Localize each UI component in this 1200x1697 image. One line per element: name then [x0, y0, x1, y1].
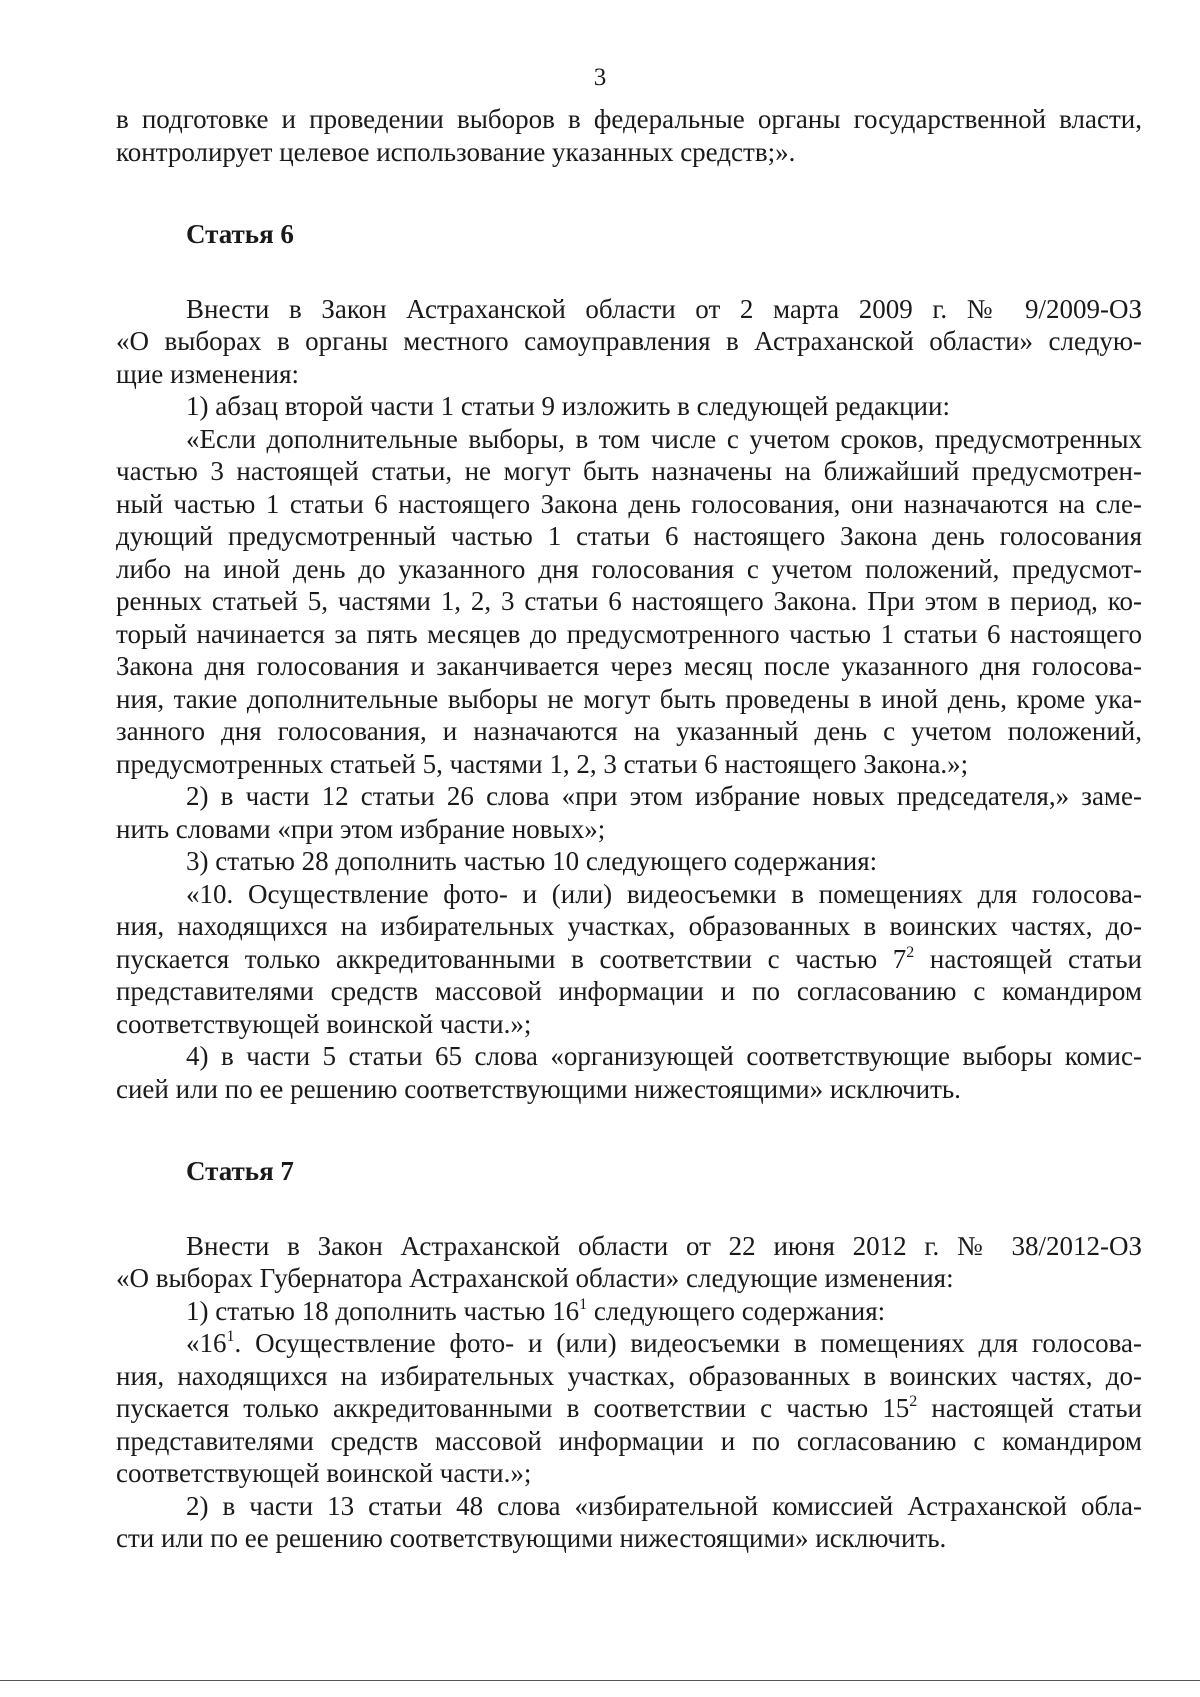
- article-6-item-1-quote-line: дующий предусмотренный частью 1 статьи 6 настоящего Закона день голосования: [116, 521, 1142, 551]
- article-6-item-1-quote-line: торый начинается за пять месяцев до предусмотренного частью 1 статьи 6 настоящего: [116, 618, 1142, 649]
- quote-text: «16: [186, 1328, 227, 1358]
- article-7-item-1-quote-line-3: [116, 1392, 1142, 1425]
- article-7-item-2-line-1: 2) в части 13 статьи 48 слова «избирательной комиссией Астраханской обла-: [186, 1490, 1142, 1521]
- quote-text: настоящей статьи: [917, 1393, 1142, 1423]
- article-7-item-2-line-2: сти или по ее решению соответствующими нижестоящими» исключить.: [116, 1523, 947, 1553]
- quote-text: настоящей статьи: [914, 943, 1142, 974]
- article-6-item-1-quote-line: либо на иной день до указанного дня голосования с учетом положений, предусмот-: [116, 553, 1142, 584]
- article-6-item-1-quote-line: предусмотренных статьей 5, частями 1, 2, 3 статьи 6 настоящего Закона.»;: [116, 748, 969, 779]
- article-6-lead-line-1: Внести в Закон Астраханской области от 2 марта 2009 г. № 9/2009-ОЗ: [186, 293, 1142, 324]
- article-6-item-1-quote-line: ния, такие дополнительные выборы не могут быть проведены в иной день, кроме ука-: [116, 683, 1142, 714]
- superscript: 1: [226, 1328, 235, 1345]
- quote-text: пускается только аккредитованными в соответствии с частью 15: [116, 1393, 910, 1423]
- article-7-item-1-quote-line-4: представителями средств массовой информации и по согласованию с командиром: [116, 1425, 1142, 1456]
- article-6-item-3-quote-line-1: «10. Осуществление фото- и (или) видеосъемки в помещениях для голосова-: [186, 878, 1142, 909]
- article-6-item-3-quote-line-5: соответствующей воинской части.»;: [116, 1008, 532, 1039]
- article-7-lead-line-2: «О выборах Губернатора Астраханской области» следующие изменения:: [116, 1263, 954, 1293]
- article-6-item-3-quote-line-2: ния, находящихся на избирательных участках, образованных в воинских частях, до-: [116, 911, 1142, 941]
- article-6-item-4-line-2: сией или по ее решению соответствующими нижестоящими» исключить.: [116, 1073, 961, 1104]
- article-6-item-3-quote-line-4: представителями средств массовой информации и по согласованию с командиром: [116, 976, 1142, 1006]
- article-6-item-2-line-1: 2) в части 12 статьи 26 слова «при этом избрание новых председателя,» заме-: [186, 781, 1142, 811]
- article-6-item-3-quote-line-3: [116, 943, 1142, 976]
- article-7-item-1-quote-line-1: [116, 1327, 1142, 1360]
- intro-text: следующего содержания:: [587, 1295, 886, 1326]
- article-6-item-3-intro: 3) статью 28 дополнить частью 10 следующего содержания:: [186, 846, 878, 876]
- article-6-item-2-line-2: нить словами «при этом избрание новых»;: [116, 813, 606, 844]
- article-7-item-1-intro: [116, 1295, 1142, 1328]
- superscript: 2: [909, 1393, 918, 1410]
- article-6-item-1-intro: 1) абзац второй части 1 статьи 9 изложить в следующей редакции:: [186, 391, 950, 421]
- page-number: 3: [593, 64, 607, 91]
- article-7-item-1-quote-line-5: соответствующей воинской части.»;: [116, 1458, 532, 1488]
- superscript: 1: [579, 1295, 588, 1313]
- document-body: [116, 103, 1142, 1555]
- article-7-item-1-quote-line-2: ния, находящихся на избирательных участках, образованных в воинских частях, до-: [116, 1360, 1142, 1391]
- article-6-item-1-quote-line: ный частью 1 статьи 6 настоящего Закона день голосования, они назначаются на сле-: [116, 488, 1142, 519]
- article-6-lead-line-3: щие изменения:: [116, 358, 300, 389]
- intro-line-2: контролирует целевое использование указанных средств;».: [116, 136, 796, 167]
- article-7-heading: Статья 7: [186, 1156, 294, 1186]
- quote-text: . Осуществление фото- и (или) видеосъемки в помещениях для голосова-: [234, 1328, 1142, 1358]
- intro-text: 1) статью 18 дополнить частью 16: [186, 1295, 580, 1326]
- article-6-heading: Статья 6: [186, 219, 294, 249]
- article-6-item-1-quote-line: «Если дополнительные выборы, в том числе с учетом сроков, предусмотренных: [186, 423, 1142, 454]
- intro-line-1: в подготовке и проведении выборов в федеральные органы государственной власти,: [116, 104, 1142, 134]
- article-6-lead-line-2: «О выборах в органы местного самоуправления в Астраханской области» следую-: [116, 326, 1142, 356]
- article-6-item-4-line-1: 4) в части 5 статьи 65 слова «организующей соответствующие выборы комис-: [186, 1041, 1142, 1071]
- article-6-item-1-quote-line: Закона дня голосования и заканчивается через месяц после указанного дня голосова-: [116, 651, 1142, 681]
- article-6-item-1-quote-line: ренных статьей 5, частями 1, 2, 3 статьи 6 настоящего Закона. При этом в период, ко-: [116, 586, 1142, 616]
- article-6-item-1-quote-line: занного дня голосования, и назначаются на указанный день с учетом положений,: [116, 716, 1142, 746]
- article-7-lead-line-1: Внести в Закон Астраханской области от 22 июня 2012 г. № 38/2012-ОЗ: [186, 1230, 1142, 1261]
- quote-text: пускается только аккредитованными в соответствии с частью 7: [116, 943, 907, 974]
- article-6-item-1-quote-line: частью 3 настоящей статьи, не могут быть назначены на ближайший предусмотрен-: [116, 456, 1142, 486]
- superscript: 2: [906, 943, 915, 961]
- page-bottom-rule: [0, 1680, 1200, 1681]
